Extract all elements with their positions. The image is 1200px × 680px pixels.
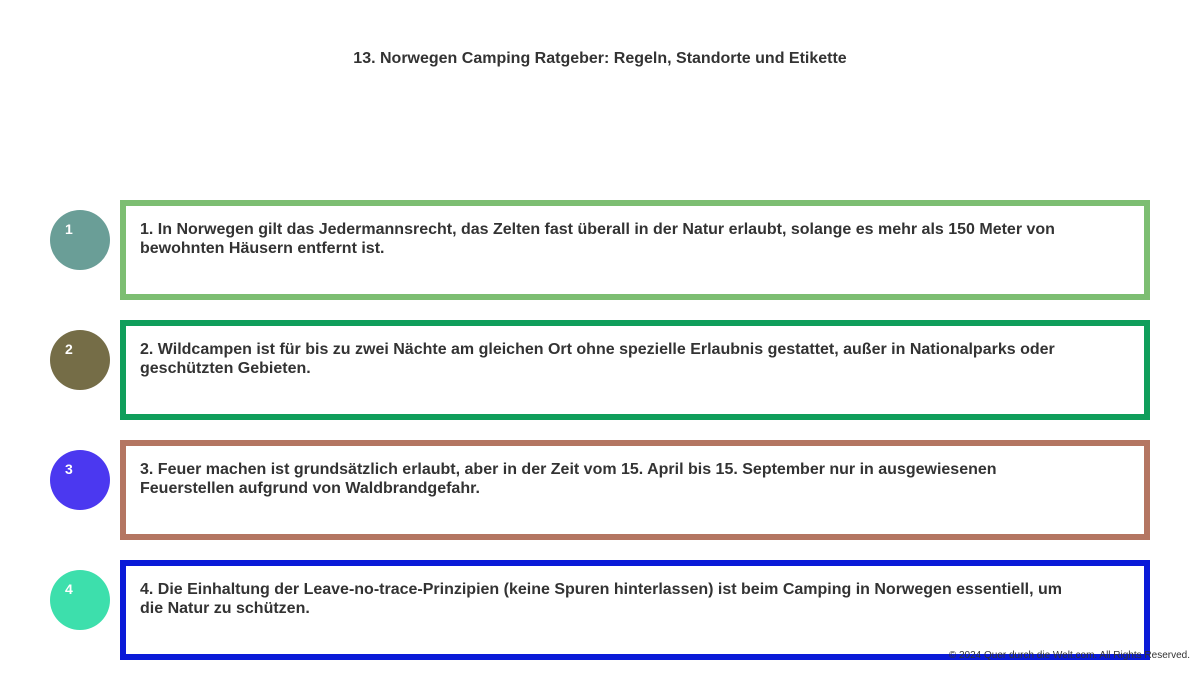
tip-text: 3. Feuer machen ist grundsätzlich erlaubt, aber in der Zeit vom 15. April bis 15. September nur in ausgewiesenen Feuerstellen aufgrund von Waldbrandgefahr. [140, 461, 997, 497]
tip-row [50, 200, 1150, 300]
copyright-notice: © 2024 Quer durch die Welt.com. All Rights Reserved. [948, 650, 1190, 661]
tip-number-badge [50, 570, 110, 630]
tip-row [50, 320, 1150, 420]
page-title: 13. Norwegen Camping Ratgeber: Regeln, Standorte und Etikette [353, 50, 847, 67]
tip-box [120, 440, 1150, 540]
tip-row [50, 440, 1150, 540]
tip-box [120, 200, 1150, 300]
tip-row [50, 560, 1150, 660]
tip-number: 3 [65, 461, 73, 477]
tip-number-badge [50, 450, 110, 510]
tip-box [120, 560, 1150, 660]
tip-number-badge [50, 330, 110, 390]
tip-number-badge [50, 210, 110, 270]
tip-number: 4 [65, 581, 73, 597]
tip-box [120, 320, 1150, 420]
tip-text: 2. Wildcampen ist für bis zu zwei Nächte am gleichen Ort ohne spezielle Erlaubnis gestattet, außer in Nationalparks oder geschützten Gebieten. [140, 341, 1055, 377]
tip-number: 2 [65, 341, 73, 357]
tip-text: 4. Die Einhaltung der Leave-no-trace-Prinzipien (keine Spuren hinterlassen) ist beim Camping in Norwegen essentiell, um die Natur zu schützen. [140, 581, 1062, 617]
tip-text: 1. In Norwegen gilt das Jedermannsrecht, das Zelten fast überall in der Natur erlaubt, solange es mehr als 150 Meter von bewohnten Häusern entfernt ist. [140, 221, 1055, 257]
tip-number: 1 [65, 221, 73, 237]
